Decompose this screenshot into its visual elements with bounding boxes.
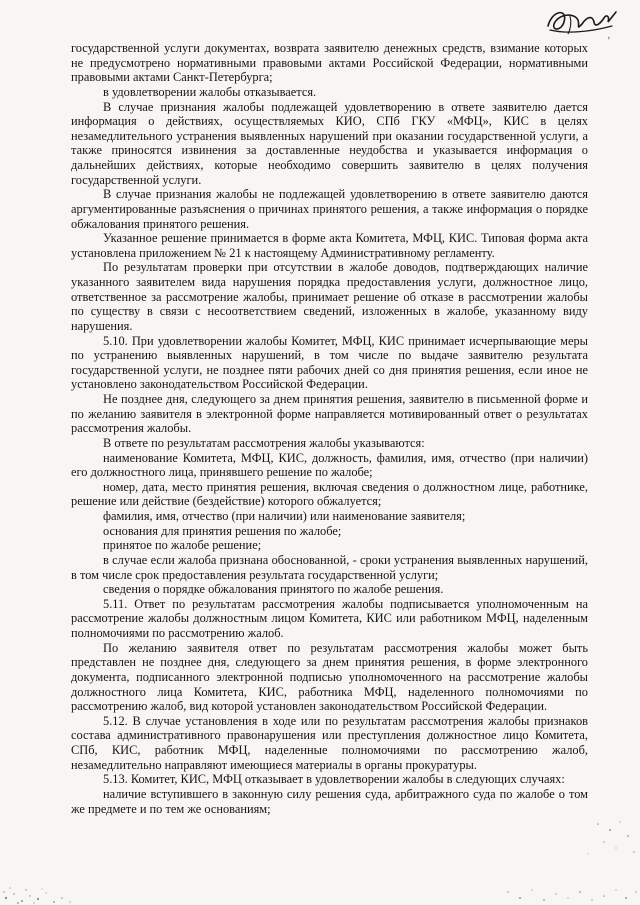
paragraph: фамилия, имя, отчество (при наличии) или наименование заявителя; — [103, 509, 466, 523]
scan-noise-bottom-left — [0, 868, 120, 905]
corner-mark: , — [607, 30, 610, 40]
paragraph: в удовлетворении жалобы отказывается. — [103, 84, 317, 99]
paragraph: номер, дата, место принятия решения, включая сведения о должностном лице, работнике, решение или действие (бездействие) которого обжалуется; — [71, 479, 588, 509]
paragraph: сведения о порядке обжалования принятого по жалобе решения. — [103, 582, 444, 597]
paragraph: государственной услуги документах, возврата заявителю денежных средств, взимание которых не предусмотрено нормативными правовыми актами Российской Федерации, нормативными правовыми актами Санкт-Петербурга; — [71, 41, 588, 85]
paragraph: 5.13. Комитет, КИС, МФЦ отказывает в удовлетворении жалобы в следующих случаях: — [103, 772, 565, 787]
paragraph: По желанию заявителя ответ по результатам рассмотрения жалобы может быть представлен не позднее дня, следующего за днем принятия решения, в форме электронного документа, подписанного электронной подписью уполномоченного на рассмотрение жалобы должностного лица Комитета, КИС, работника МФЦ, наделенного полномочиями по рассмотрению жалоб, вид которой установлен законодательством Российской Федерации. — [71, 640, 588, 714]
paragraph: По результатам проверки при отсутствии в жалобе доводов, подтверждающих наличие указанного заявителем вида нарушения порядка предоставления услуги, должностное лицо, ответственное за рассмотрение жалобы, принимает решение об отказе в рассмотрении жалобы по существу в связи с несоответствием сведений, изложенных в жалобе, указанному виду нарушения. — [71, 260, 588, 333]
paragraph: 5.10. При удовлетворении жалобы Комитет, МФЦ, КИС принимает исчерпывающие меры по устранению выявленных нарушений, в том числе по выдаче заявителю результата государственной услуги, не позднее пяти рабочих дней со дня принятия решения, если иное не установлено законодательством Российской Федерации. — [71, 333, 588, 392]
paragraph: наименование Комитета, МФЦ, КИС, должность, фамилия, имя, отчество (при наличии) его должностного лица, принявшего решение по жалобе; — [71, 450, 588, 480]
paragraph: принятое по жалобе решение; — [103, 538, 262, 553]
paragraph: 5.11. Ответ по результатам рассмотрения жалобы подписывается уполномоченным на рассмотрение жалобы должностным лицом Комитета, КИС или работником МФЦ, наделенным полномочиями по рассмотрению жалоб. — [71, 596, 588, 640]
paragraph: 5.12. В случае установления в ходе или по результатам рассмотрения жалобы признаков состава административного правонарушения или преступления должностное лицо Комитета, СПб, КИС, работник МФЦ, наделенные полномочиями по рассмотрению жалоб, незамедлительно направляют имеющиеся материалы в органы прокуратуры. — [71, 713, 588, 772]
paragraph: основания для принятия решения по жалобе; — [103, 523, 342, 538]
paragraph: В случае признания жалобы не подлежащей удовлетворению в ответе заявителю даются аргументированные разъяснения о причинах принятого решения, а также информация о порядке обжалования принятого решения. — [71, 187, 588, 231]
paragraph: в случае если жалоба признана обоснованной, - сроки устранения выявленных нарушений, в том числе срок предоставления результата государственной услуги; — [71, 552, 588, 582]
paragraph: Указанное решение принимается в форме акта Комитета, МФЦ, КИС. Типовая форма акта установлена приложением № 21 к настоящему Административному регламенту. — [71, 231, 588, 260]
scan-noise-bottom-right — [448, 812, 640, 905]
document-body — [71, 41, 588, 816]
paragraph: В ответе по результатам рассмотрения жалобы указываются: — [103, 435, 425, 450]
signature-icon — [542, 4, 622, 40]
paragraph: В случае признания жалобы подлежащей удовлетворению в ответе заявителю дается информация о действиях, осуществляемых КИО, СПб ГКУ «МФЦ», КИС в целях незамедлительного устранения выявленных нарушений при оказании государственной услуги, а также приносятся извинения за доставленные неудобства и указывается информация о дальнейших действиях, которые необходимо совершить заявителю в целях получения государственной услуги. — [71, 99, 588, 187]
paragraph: наличие вступившего в законную силу решения суда, арбитражного суда по жалобе о том же предмете и по тем же основаниям; — [71, 786, 588, 816]
paragraph: Не позднее дня, следующего за днем принятия решения, заявителю в письменной форме и по желанию заявителя в электронной форме направляется мотивированный ответ о результатах рассмотрения жалобы. — [71, 392, 588, 436]
